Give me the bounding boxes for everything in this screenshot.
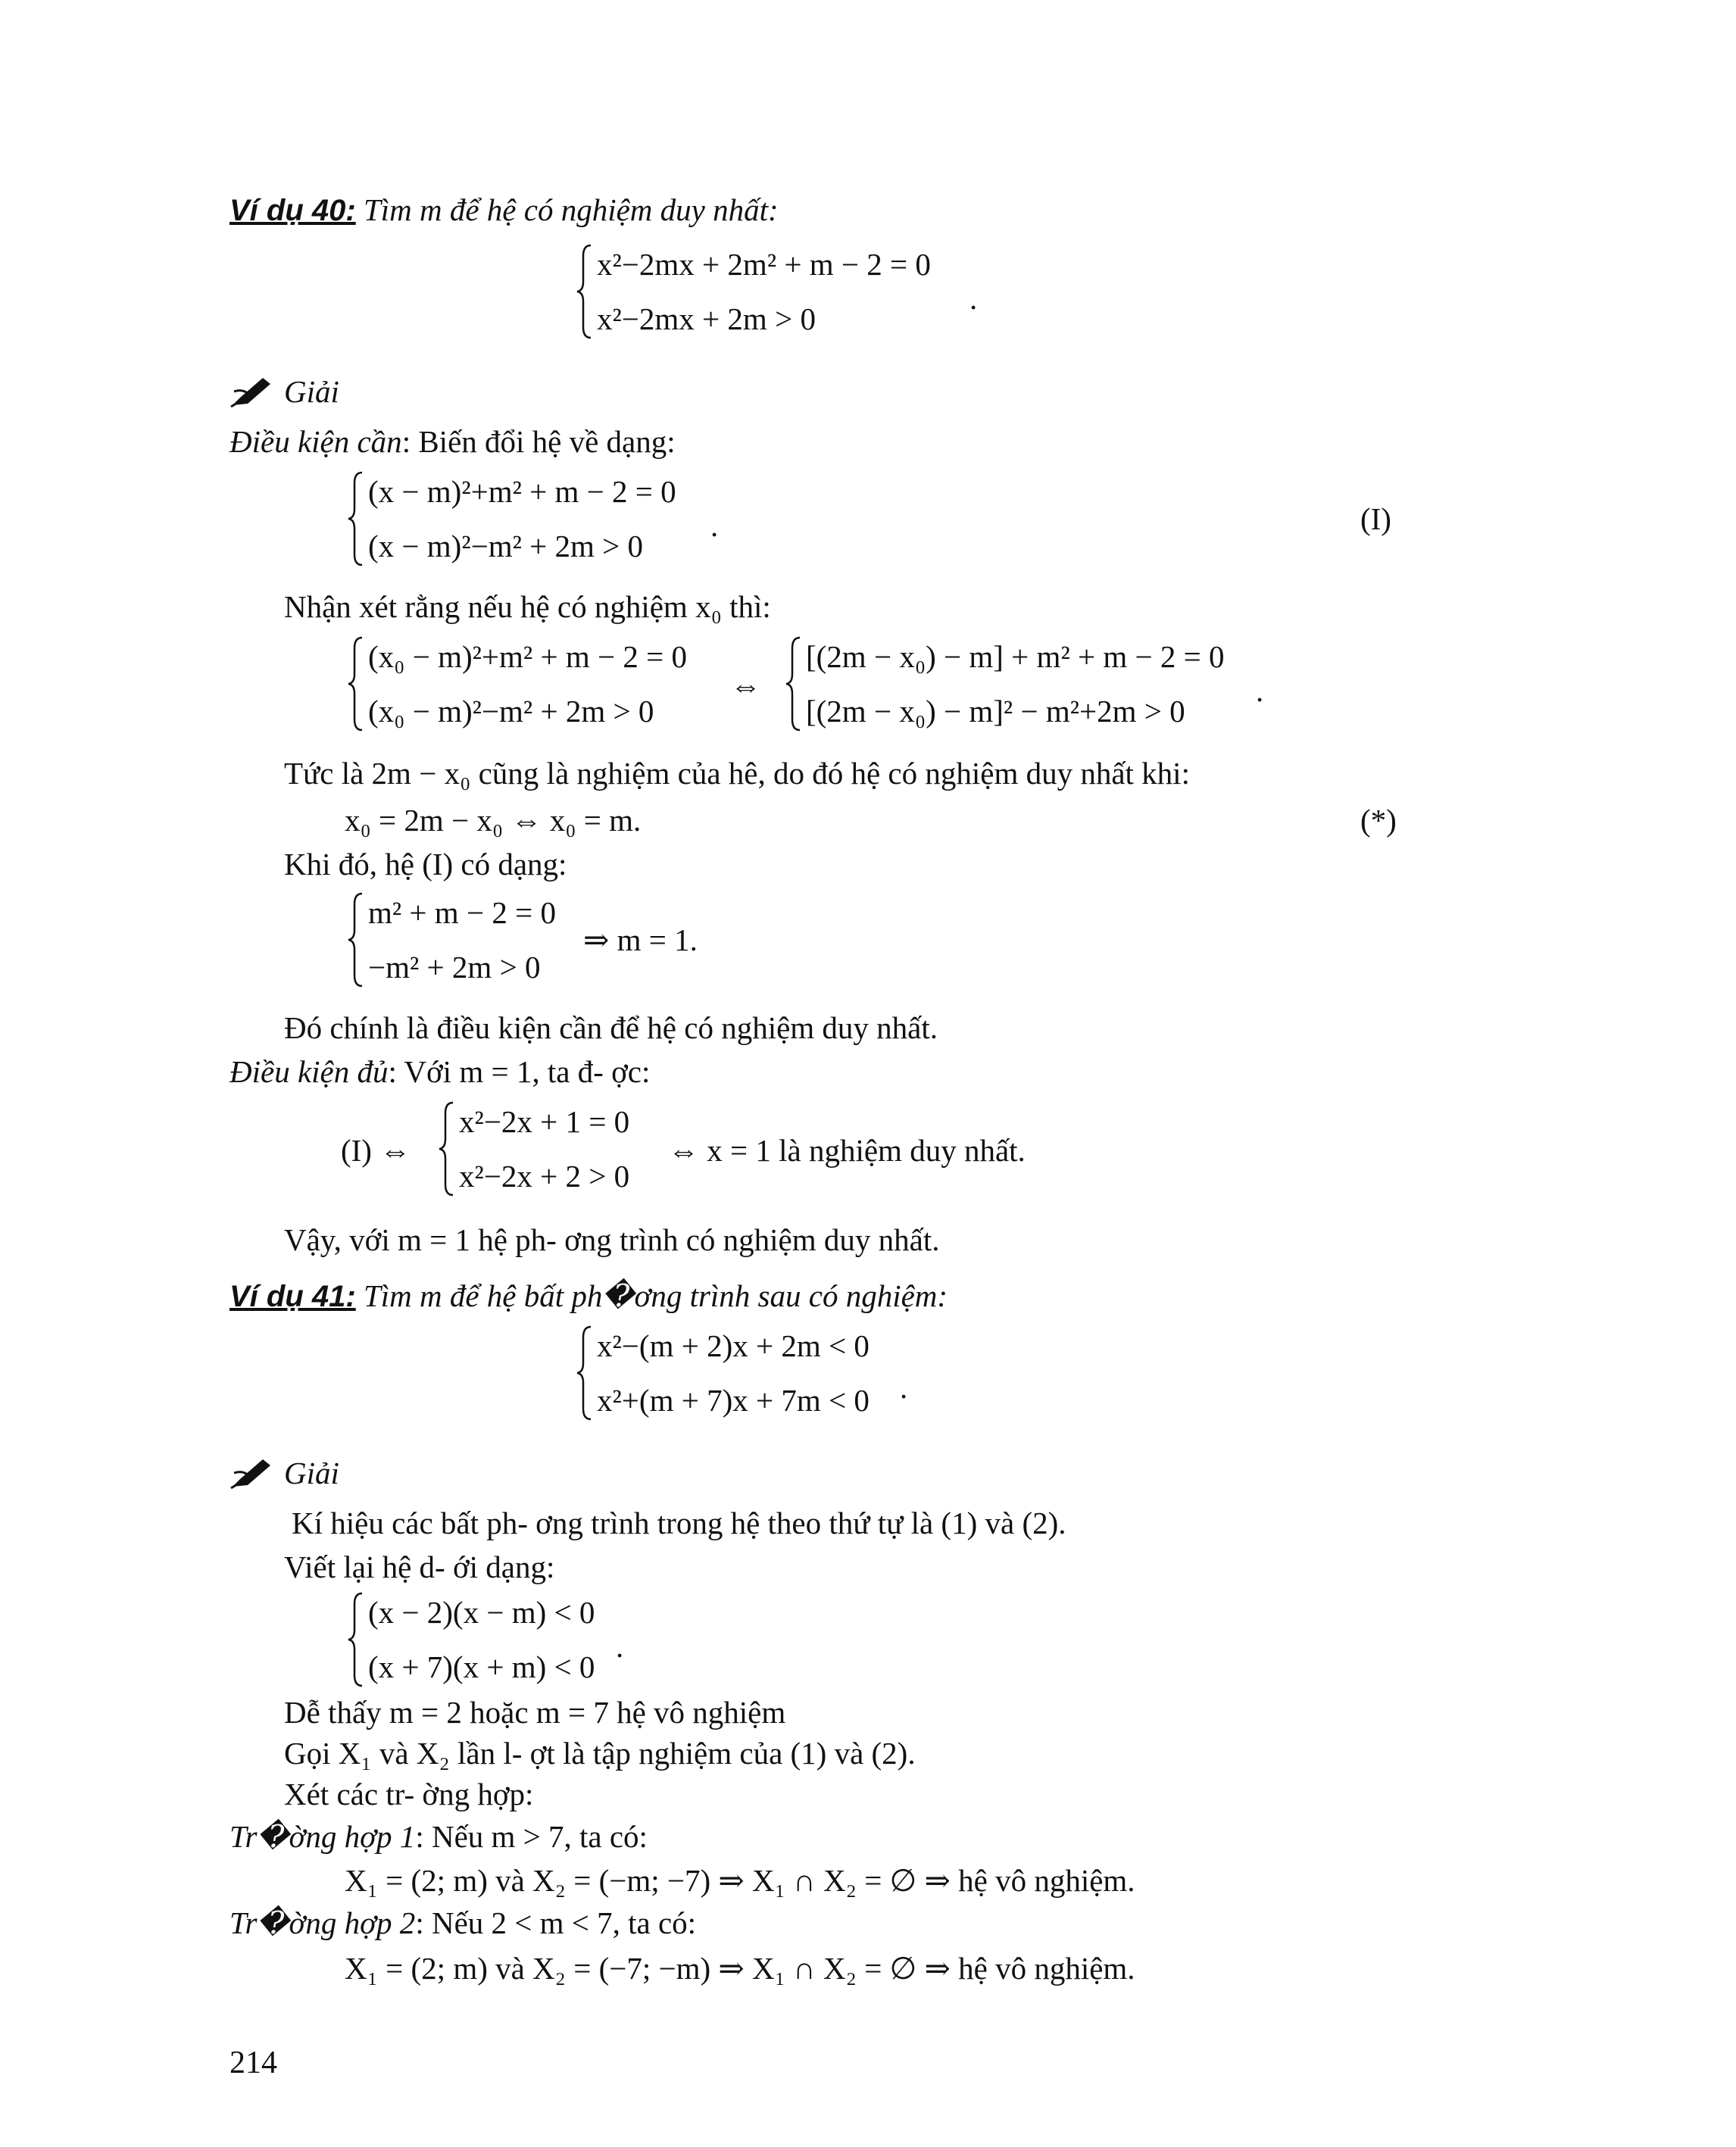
example-40-label: Ví dụ 40: [229, 194, 356, 227]
necessary-text: : Biến đổi hệ về dạng: [401, 424, 676, 459]
equation-line: x²−2x + 1 = 0 [459, 1104, 630, 1139]
m-result: ⇒ m = 1. [583, 922, 698, 957]
equation-line: (x − 2)(x − m) < 0 [368, 1595, 595, 1630]
case-2-label: Tr�ờng hợp 2 [229, 1905, 416, 1940]
left-brace-icon [785, 635, 803, 733]
system-ex40-original: x²−2mx + 2m² + m − 2 = 0 x²−2mx + 2m > 0 . [576, 242, 1000, 341]
case-1-label: Tr�ờng hợp 1 [229, 1819, 416, 1854]
equation-line: [(2m − x₀) − m] + m² + m − 2 = 0 [806, 639, 1225, 674]
system-ex40-transformed: (x − m)²+m² + m − 2 = 0 (x − m)²−m² + 2m > 0 . [347, 470, 756, 568]
cases-line: Xét các tr- ờng hợp: [284, 1777, 534, 1812]
pen-writing-icon [229, 375, 273, 408]
sufficient-label: Điều kiện đủ [229, 1054, 389, 1089]
case-1-text: : Nếu m > 7, ta có: [415, 1819, 648, 1854]
check-result: ⇔ x = 1 là nghiệm duy nhất. [668, 1133, 1026, 1168]
example-40-title [229, 191, 779, 229]
equation-line: m² + m − 2 = 0 [368, 895, 556, 930]
remark-line: Nhận xét rằng nếu hệ có nghiệm x₀ thì: [284, 589, 771, 624]
case-1-result: X₁ = (2; m) và X₂ = (−m; −7) ⇒ X₁ ∩ X₂ = ∅ ⇒ hệ vô nghiệm. [345, 1863, 1135, 1898]
system-ex40-check [438, 1100, 680, 1198]
rewrite-line: Viết lại hệ d- ới dạng: [284, 1549, 555, 1584]
pen-writing-icon [229, 1456, 273, 1490]
left-brace-icon [576, 242, 594, 341]
conclusion-line: Vậy, với m = 1 hệ ph- ơng trình có nghiệm duy nhất. [284, 1222, 940, 1257]
system-ex41-original: x²−(m + 2)x + 2m < 0 x²+(m + 7)x + 7m < 0 . [576, 1324, 924, 1422]
system-prefix: (I) ⇔ [341, 1133, 411, 1168]
system-ex40-x0-left [347, 635, 741, 733]
left-brace-icon [576, 1324, 594, 1422]
left-brace-icon [347, 1590, 365, 1689]
solution-heading-41 [229, 1454, 339, 1492]
also-solution-line: Tức là 2m − x₀ cũng là nghiệm của hê, do đó hệ có nghiệm duy nhất khi: [284, 756, 1190, 791]
case-2-text: : Nếu 2 < m < 7, ta có: [415, 1905, 697, 1940]
equation-line: −m² + 2m > 0 [368, 950, 541, 985]
equation-tag-star: (*) [1360, 803, 1397, 838]
page-number: 214 [229, 2046, 277, 2080]
then-line: Khi đó, hệ (I) có dạng: [284, 847, 567, 882]
solution-label: Giải [284, 1456, 339, 1490]
equation-line: (x + 7)(x + m) < 0 [368, 1649, 595, 1684]
equation-line: (x₀ − m)²−m² + 2m > 0 [368, 694, 654, 729]
equation-line: (x₀ − m)²+m² + m − 2 = 0 [368, 639, 687, 674]
left-brace-icon [347, 635, 365, 733]
equation-line: (x − m)²−m² + 2m > 0 [368, 529, 644, 563]
equation-line: x²−(m + 2)x + 2m < 0 [597, 1328, 870, 1363]
equation-line: x²−2x + 2 > 0 [459, 1159, 630, 1194]
case-1-line [229, 1818, 648, 1855]
left-brace-icon [347, 891, 365, 989]
equation-line: (x − m)²+m² + m − 2 = 0 [368, 474, 676, 509]
equation-line: x²−2mx + 2m > 0 [597, 301, 816, 336]
system-ex41-factored: (x − 2)(x − m) < 0 (x + 7)(x + m) < 0 . [347, 1590, 650, 1689]
example-40-prompt: Tìm m để hệ có nghiệm duy nhất: [355, 192, 779, 227]
x0-equation-line: x₀ = 2m − x₀ ⇔ x₀ = m. [345, 803, 642, 838]
equation-line: x²−2mx + 2m² + m − 2 = 0 [597, 247, 931, 282]
system-ex40-x0-right: [(2m − x₀) − m] + m² + m − 2 = 0 [(2m − x₀) − m]² − m²+2m > 0 . [785, 635, 1269, 733]
equation-line: [(2m − x₀) − m]² − m²+2m > 0 [806, 694, 1185, 729]
solution-sets-line: Gọi X₁ và X₂ lần l- ợt là tập nghiệm của (1) và (2). [284, 1736, 916, 1771]
equivalence-symbol: ⇔ [730, 668, 761, 703]
case-2-line [229, 1904, 696, 1942]
necessary-label: Điều kiện cần [229, 424, 402, 459]
example-41-prompt: Tìm m để hệ bất ph�ơng trình sau có nghiệm: [355, 1278, 948, 1313]
example-41-label: Ví dụ 41: [229, 1280, 356, 1313]
equation-tag-I: (I) [1360, 501, 1391, 536]
necessary-condition-line [229, 423, 676, 460]
example-41-title [229, 1277, 948, 1315]
notation-line: Kí hiệu các bất ph- ơng trình trong hệ theo thứ tự là (1) và (2). [292, 1506, 1066, 1540]
case-2-result: X₁ = (2; m) và X₂ = (−7; −m) ⇒ X₁ ∩ X₂ = ∅ ⇒ hệ vô nghiệm. [345, 1951, 1135, 1986]
solution-label: Giải [284, 374, 339, 409]
left-brace-icon [438, 1100, 456, 1198]
equation-line: x²+(m + 7)x + 7m < 0 [597, 1383, 870, 1418]
left-brace-icon [347, 470, 365, 568]
solution-heading [229, 373, 339, 410]
observation-line: Dễ thấy m = 2 hoặc m = 7 hệ vô nghiệm [284, 1695, 786, 1730]
sufficient-text: : Với m = 1, ta đ- ợc: [388, 1054, 651, 1089]
sufficient-condition-line [229, 1053, 650, 1091]
necessary-end-line: Đó chính là điều kiện cần để hệ có nghiệm duy nhất. [284, 1010, 938, 1045]
